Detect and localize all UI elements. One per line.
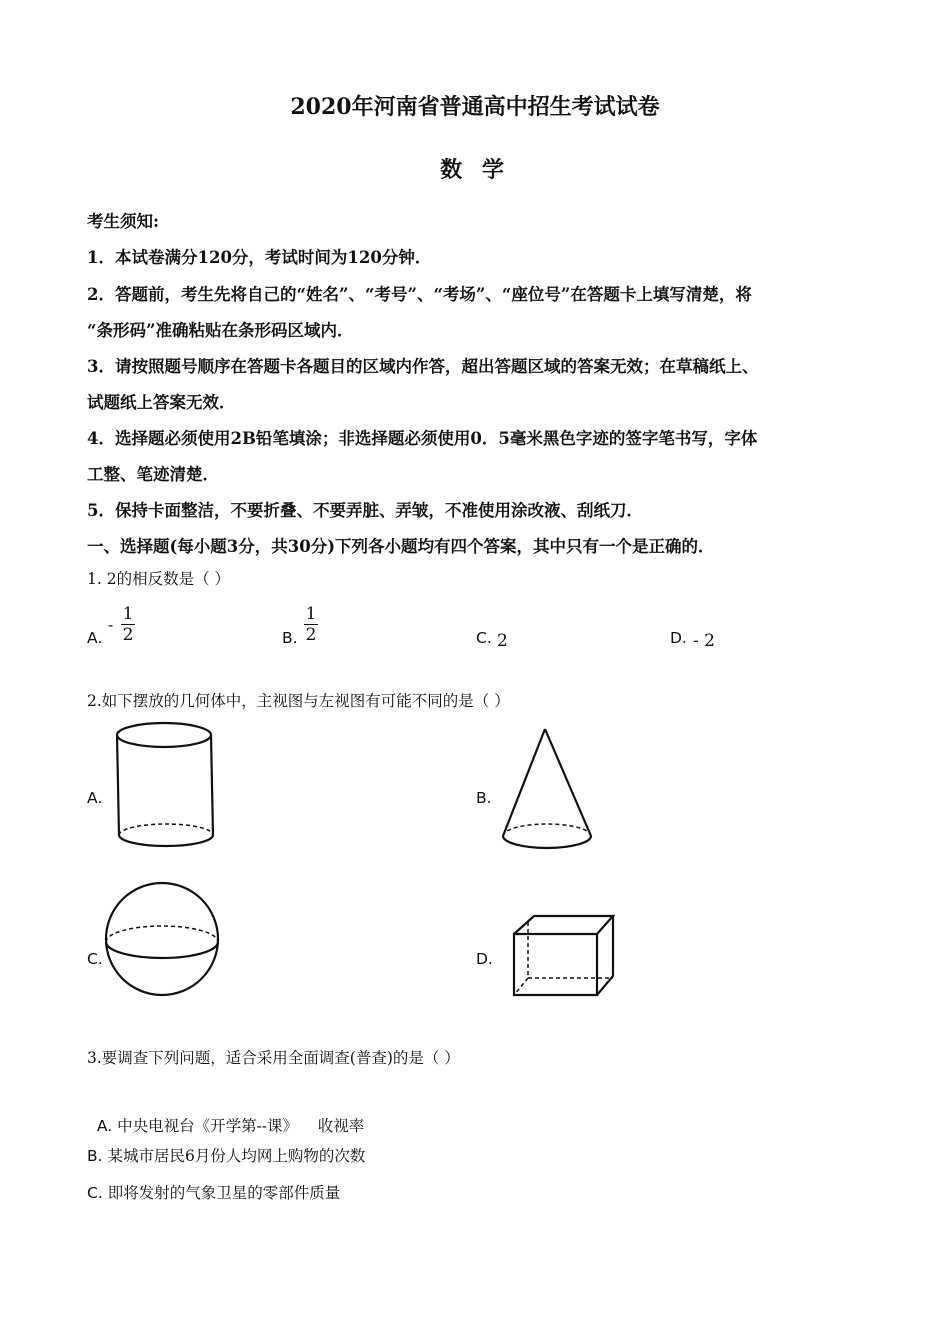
subject-title: 数 学	[440, 157, 510, 183]
notice-line: 4．选择题必须使用2B铅笔填涂；非选择题必须使用0．5毫米黑色字迹的签字笔书写，字体	[87, 429, 758, 448]
notice-line: 2．答题前，考生先将自己的“姓名”、“考号”、“考场”、“座位号”在答题卡上填写清楚，将	[87, 285, 752, 304]
option-label: C.	[87, 1184, 103, 1202]
cone-figure	[498, 725, 598, 855]
option-label: A.	[96, 1117, 113, 1135]
notice-line: 工整、笔迹清楚．	[87, 465, 219, 484]
question-1-stem: 1. 2的相反数是（ ）	[87, 570, 231, 588]
notice-line: 5．保持卡面整洁，不要折叠、不要弄脏、弄皱，不准使用涂改液、刮纸刀．	[87, 501, 643, 520]
q3-option-c	[87, 1181, 340, 1203]
option-label: A.	[87, 629, 103, 647]
section-heading: 一、选择题(每小题3分，共30分)下列各小题均有四个答案，其中只有一个是正确的．	[87, 537, 715, 556]
option-label: C.	[87, 950, 103, 968]
option-label: A.	[87, 789, 103, 807]
sphere-figure	[104, 880, 224, 1000]
option-label: D.	[670, 629, 687, 647]
notice-line: 3．请按照题号顺序在答题卡各题目的区域内作答，超出答题区域的答案无效；在草稿纸上、	[87, 357, 759, 376]
denominator: 2	[305, 625, 317, 645]
option-text: 某城市居民6月份人均网上购物的次数	[107, 1147, 366, 1165]
fraction	[120, 604, 136, 645]
option-value: 2	[497, 631, 508, 651]
notice-line: “条形码”准确粘贴在条形码区域内．	[87, 321, 354, 340]
option-text: 即将发射的气象卫星的零部件质量	[107, 1184, 341, 1202]
numerator: 1	[305, 604, 317, 624]
q3-option-b	[87, 1144, 365, 1166]
exam-title: 2020年河南省普通高中招生考试试卷	[290, 94, 660, 120]
notice-line: 1．本试卷满分120分，考试时间为120分钟．	[87, 248, 432, 267]
notice-line: 试题纸上答案无效．	[87, 393, 236, 412]
option-label: B.	[87, 1147, 103, 1165]
question-2-stem: 2.如下摆放的几何体中，主视图与左视图有可能不同的是（ ）	[87, 692, 510, 710]
numerator: 1	[122, 604, 134, 624]
question-3-stem: 3.要调查下列问题，适合采用全面调查(普查)的是（ ）	[87, 1049, 460, 1067]
option-text: 中央电视台《开学第--课》 收视率	[117, 1117, 365, 1135]
option-label: C.	[476, 629, 492, 647]
option-label: B.	[476, 789, 492, 807]
cylinder-figure	[110, 720, 220, 850]
q3-option-a	[87, 1096, 364, 1136]
option-label: D.	[476, 950, 493, 968]
option-sign: -	[108, 616, 114, 634]
notice-heading: 考生须知:	[87, 212, 160, 231]
option-value: - 2	[693, 631, 715, 651]
option-label: B.	[282, 629, 298, 647]
fraction	[303, 604, 319, 645]
denominator: 2	[122, 625, 134, 645]
rectangular-prism-figure	[508, 910, 618, 1002]
